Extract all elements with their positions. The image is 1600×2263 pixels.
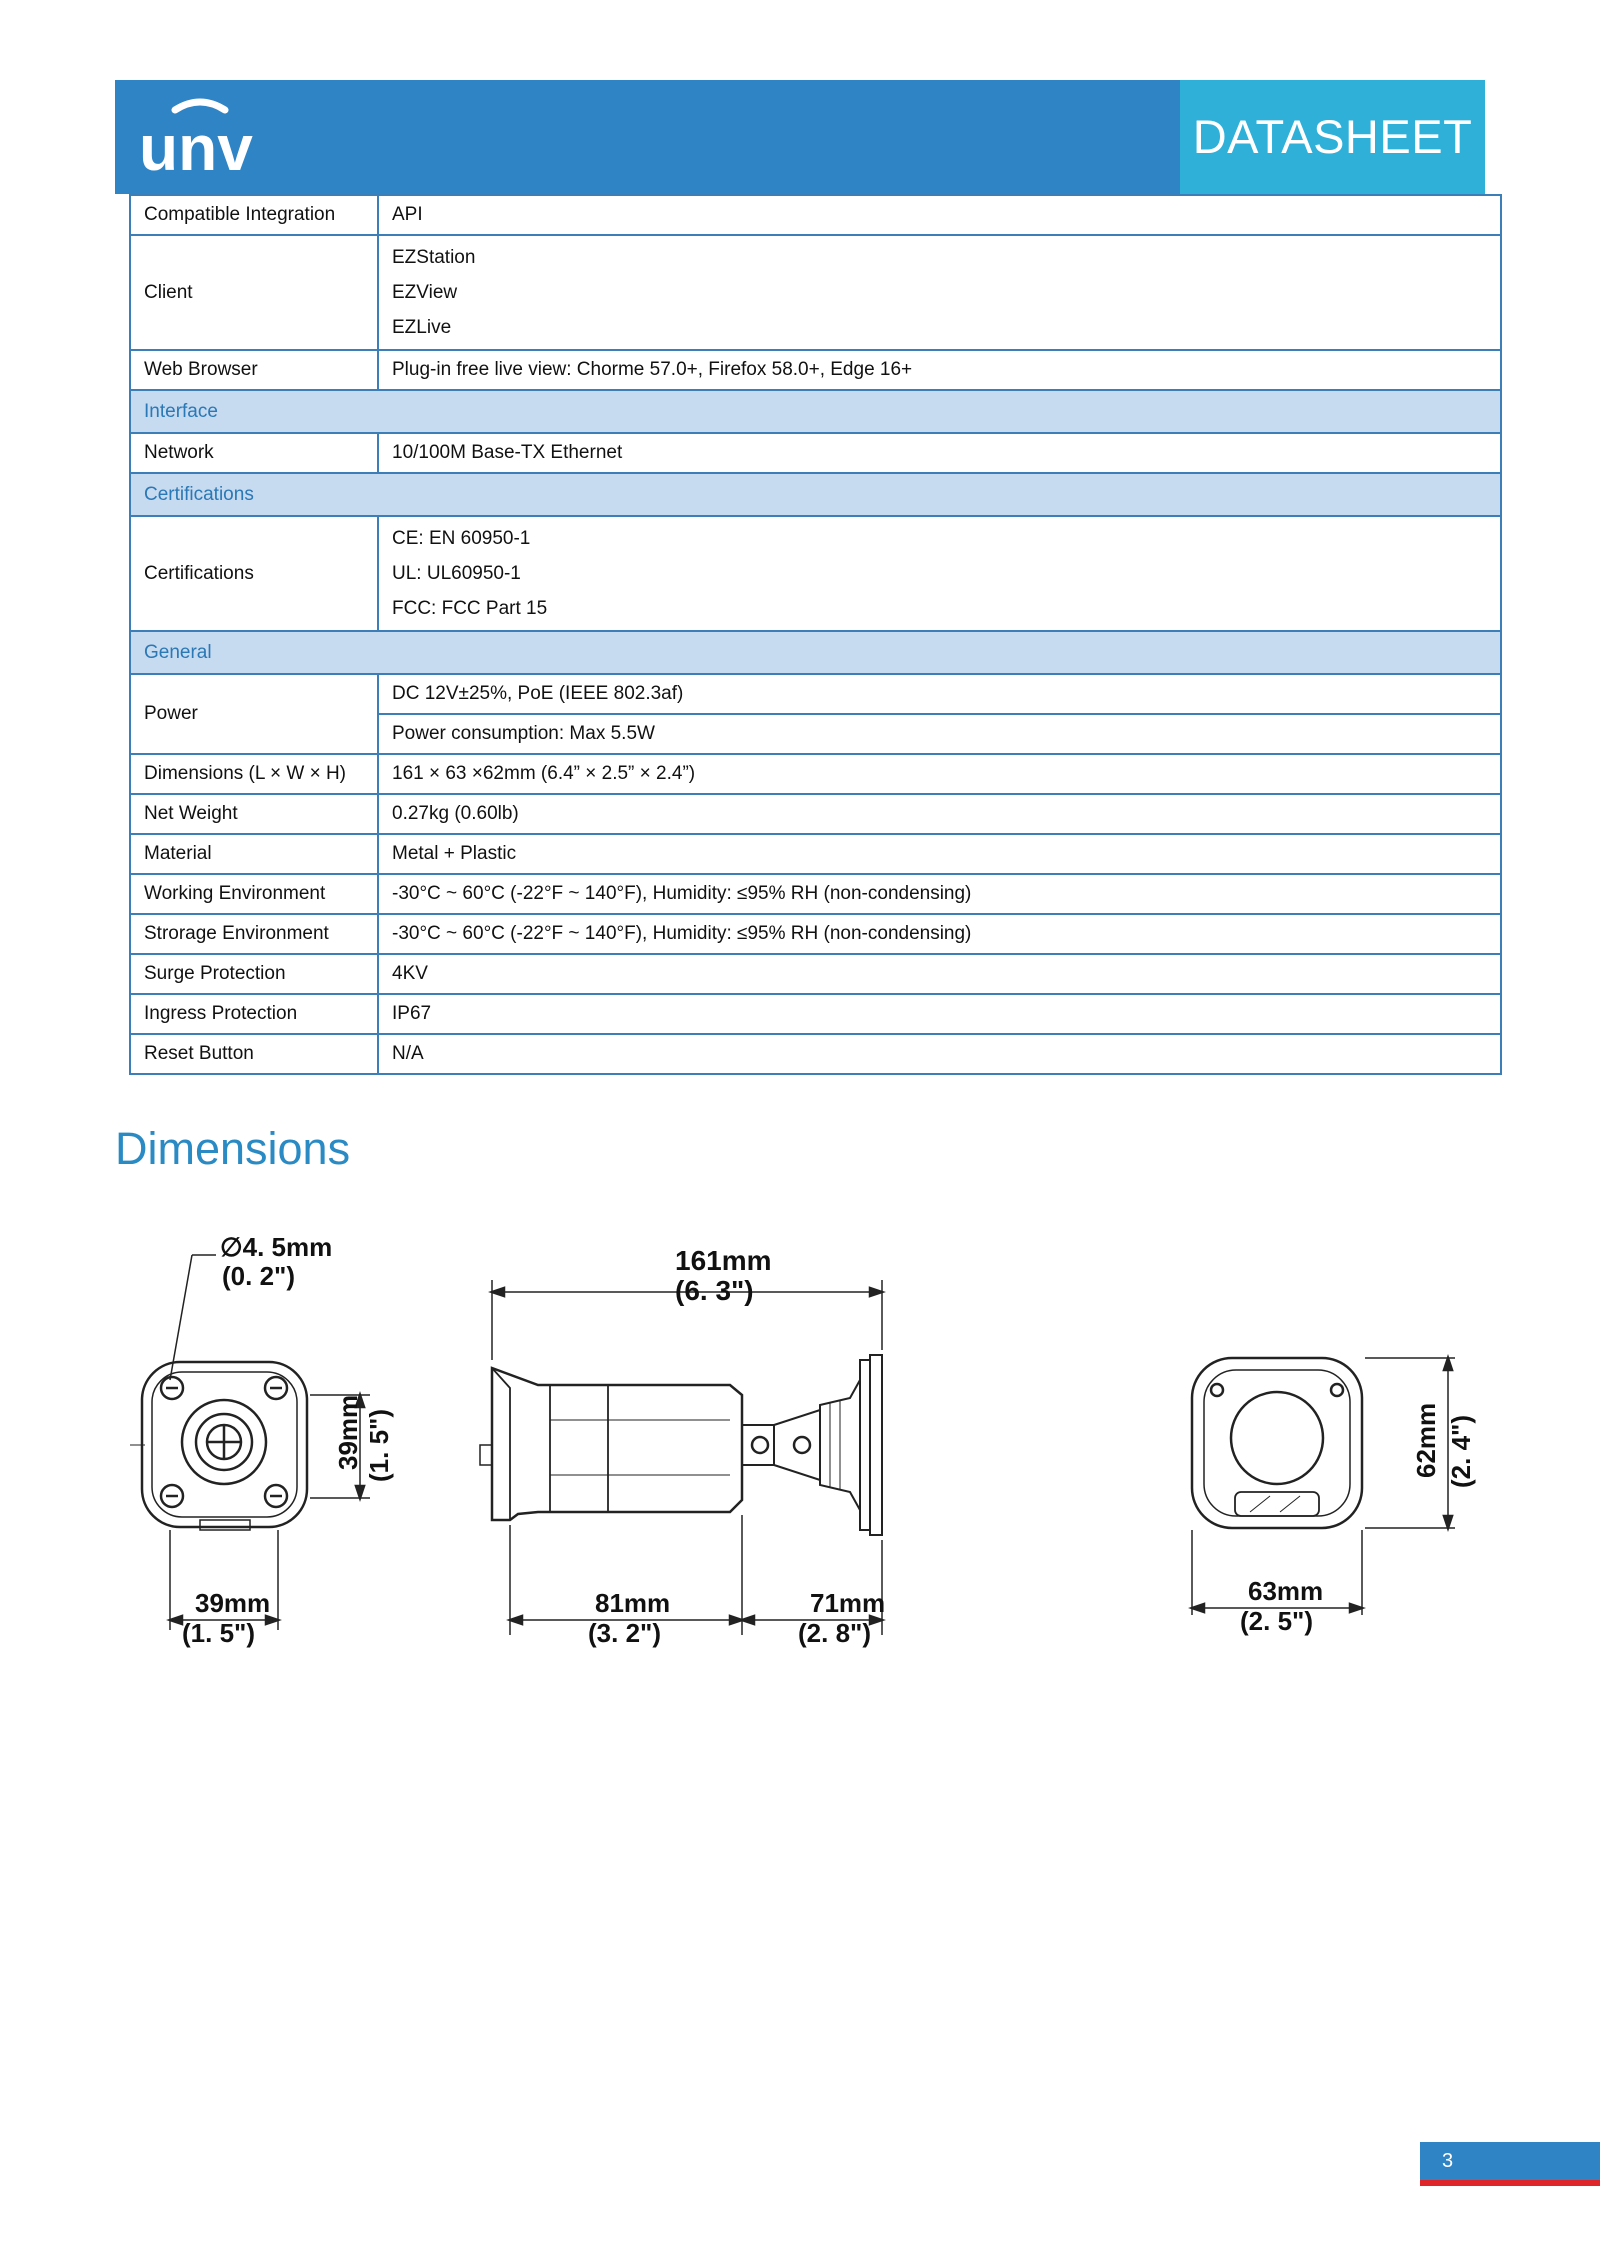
spec-value (378, 516, 1501, 631)
spec-value: 10/100M Base-TX Ethernet (378, 433, 1501, 473)
base-width-mm: 39mm (195, 1588, 271, 1618)
spec-label: Reset Button (130, 1034, 378, 1074)
table-row (130, 350, 1501, 390)
section-label: Certifications (130, 473, 1501, 516)
spec-value: Metal + Plastic (378, 834, 1501, 874)
table-row (130, 914, 1501, 954)
table-row (130, 674, 1501, 714)
front-height-in: (2. 4") (1446, 1414, 1476, 1488)
spec-label: Strorage Environment (130, 914, 378, 954)
page-bar (1420, 2180, 1600, 2186)
spec-value-line: FCC: FCC Part 15 (392, 598, 548, 619)
table-row (130, 834, 1501, 874)
table-row (130, 954, 1501, 994)
dimension-drawing (130, 1220, 1490, 1670)
table-row (130, 195, 1501, 235)
spec-value: -30°C ~ 60°C (-22°F ~ 140°F), Humidity: ≤95% RH (non-condensing) (378, 874, 1501, 914)
spec-label: Client (130, 235, 378, 350)
spec-value-line: CE: EN 60950-1 (392, 528, 531, 549)
front-width-in: (2. 5") (1240, 1606, 1314, 1636)
spec-value: Power consumption: Max 5.5W (378, 714, 1501, 754)
side-length-mm: 161mm (675, 1245, 772, 1276)
table-row (130, 794, 1501, 834)
header-banner (115, 80, 1485, 194)
spec-value-line: EZStation (392, 247, 476, 268)
dimensions-title: Dimensions (115, 1123, 351, 1174)
spec-value: N/A (378, 1034, 1501, 1074)
bracket-screw-icon (794, 1437, 810, 1453)
spec-label: Web Browser (130, 350, 378, 390)
spec-value: -30°C ~ 60°C (-22°F ~ 140°F), Humidity: ≤95% RH (non-condensing) (378, 914, 1501, 954)
spec-value: Plug-in free live view: Chorme 57.0+, Firefox 58.0+, Edge 16+ (378, 350, 1501, 390)
table-row (130, 235, 1501, 350)
spec-value: 161 × 63 ×62mm (6.4” × 2.5” × 2.4”) (378, 754, 1501, 794)
spec-value (378, 235, 1501, 350)
spec-value: 0.27kg (0.60lb) (378, 794, 1501, 834)
side-bracket-mm: 71mm (810, 1588, 886, 1618)
table-row (130, 516, 1501, 631)
base-hole-in: (0. 2") (222, 1261, 296, 1291)
svg-text:unv: unv (139, 112, 253, 184)
table-row (130, 874, 1501, 914)
spec-label: Surge Protection (130, 954, 378, 994)
side-length-in: (6. 3") (675, 1275, 754, 1306)
base-width-in: (1. 5") (182, 1618, 256, 1648)
front-width-mm: 63mm (1248, 1576, 1324, 1606)
spec-value-line: UL: UL60950-1 (392, 563, 521, 584)
side-body-in: (3. 2") (588, 1618, 662, 1648)
bracket-screw-icon (752, 1437, 768, 1453)
datasheet-label: DATASHEET (1180, 80, 1485, 194)
spec-value: API (378, 195, 1501, 235)
spec-label: Compatible Integration (130, 195, 378, 235)
section-header (130, 390, 1501, 433)
section-header (130, 631, 1501, 674)
spec-label: Material (130, 834, 378, 874)
side-body-mm: 81mm (595, 1588, 671, 1618)
unv-logo (135, 90, 265, 185)
spec-label: Power (130, 674, 378, 754)
spec-value-line: EZView (392, 282, 458, 303)
front-height-mm: 62mm (1411, 1402, 1441, 1478)
spec-label: Certifications (130, 516, 378, 631)
base-height-in: (1. 5") (364, 1408, 394, 1482)
section-label: Interface (130, 390, 1501, 433)
spec-value-line: EZLive (392, 317, 452, 338)
spec-label: Working Environment (130, 874, 378, 914)
spec-label: Ingress Protection (130, 994, 378, 1034)
table-row (130, 994, 1501, 1034)
camera-housing (492, 1368, 742, 1520)
side-view (480, 1280, 882, 1635)
spec-label: Network (130, 433, 378, 473)
spec-label: Net Weight (130, 794, 378, 834)
table-row (130, 1034, 1501, 1074)
spec-value: DC 12V±25%, PoE (IEEE 802.3af) (378, 674, 1501, 714)
ir-window (1235, 1492, 1319, 1516)
section-header (130, 473, 1501, 516)
table-row (130, 433, 1501, 473)
base-height-mm: 39mm (333, 1394, 363, 1470)
spec-table (129, 194, 1502, 1075)
front-view (1192, 1358, 1455, 1615)
spec-value: IP67 (378, 994, 1501, 1034)
base-hole-mm: ∅4. 5mm (220, 1232, 333, 1262)
lens-ring (1231, 1392, 1323, 1484)
side-bracket-in: (2. 8") (798, 1618, 872, 1648)
page-number: 3 (1420, 2142, 1600, 2180)
table-row (130, 754, 1501, 794)
front-screw-icon (1211, 1384, 1223, 1396)
section-label: General (130, 631, 1501, 674)
spec-label: Dimensions (L × W × H) (130, 754, 378, 794)
spec-value: 4KV (378, 954, 1501, 994)
front-screw-icon (1331, 1384, 1343, 1396)
